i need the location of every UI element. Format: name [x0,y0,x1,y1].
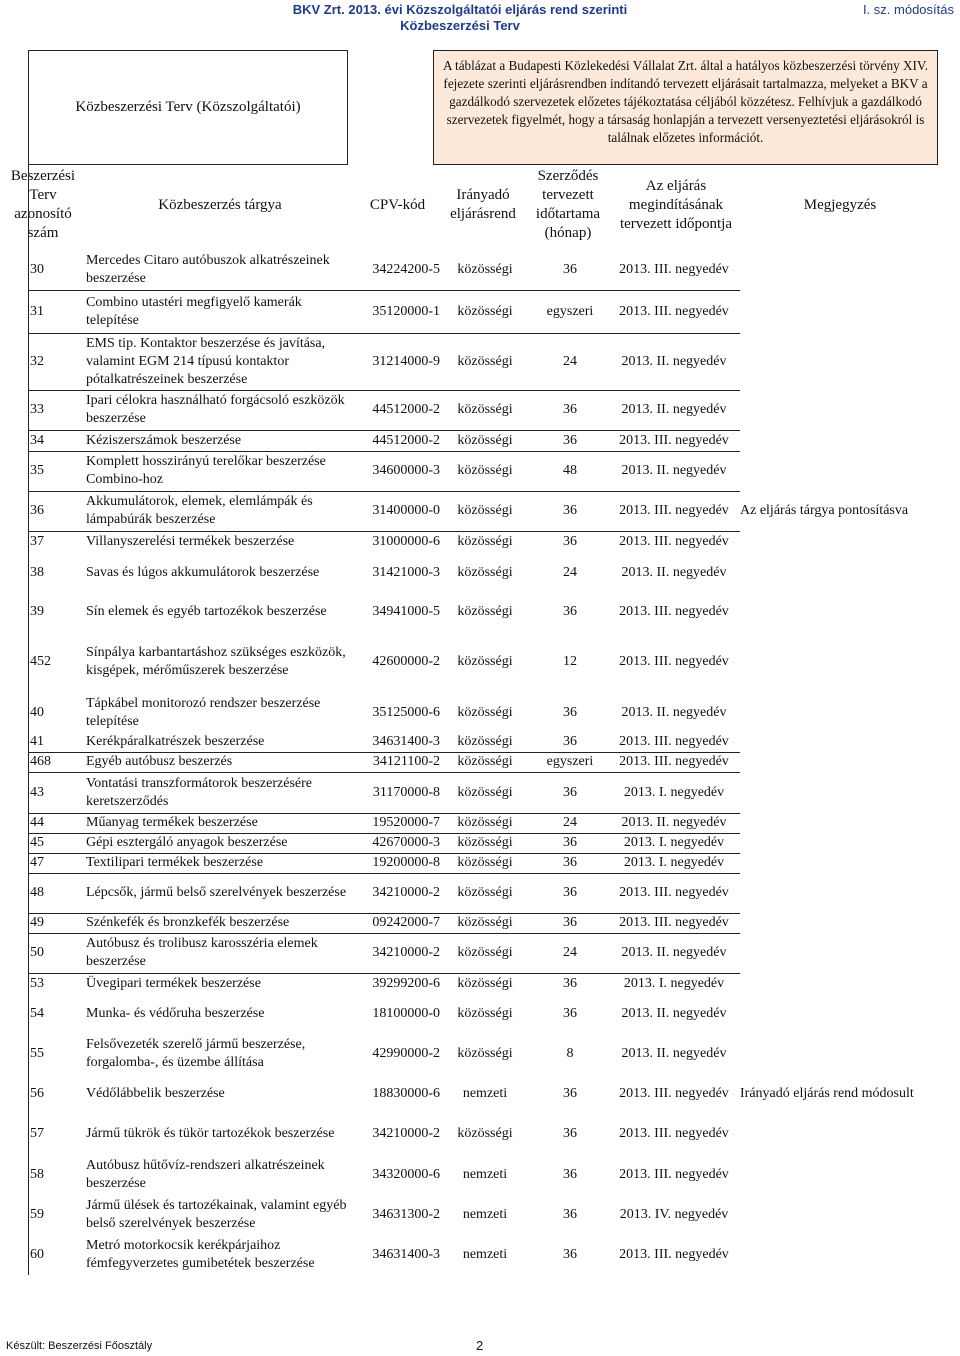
row-subject: Munka- és védőruha beszerzése [86,1005,265,1021]
row-procedure: közösségi [457,915,513,930]
row-subject: Műanyag termékek beszerzése [86,815,258,830]
table-row [0,1113,960,1155]
row-start-date: 2013. III. negyedév [619,503,729,518]
row-duration: 24 [563,353,577,369]
row-cpv-code: 18830000-6 [372,1086,440,1101]
table-row [0,333,960,390]
row-start-date: 2013. II. negyedév [621,402,727,417]
row-id: 452 [30,653,51,669]
table-row [0,290,960,333]
row-subject: Kéziszerszámok beszerzése [86,432,242,448]
row-cpv-code: 39299200-6 [372,976,440,991]
table-row [0,813,960,833]
row-cpv-code: 34210000-2 [372,885,440,900]
row-procedure: közösségi [457,976,513,991]
row-cpv-code: 34631400-3 [372,734,440,749]
row-id: 49 [30,915,44,930]
table-row [0,853,960,873]
row-subject: Egyéb autóbusz beszerzés [86,754,233,769]
row-id: 36 [30,503,44,518]
row-start-date: 2013. II. negyedév [621,704,727,720]
row-subject: Combino utastéri megfigyelő kamerák telepítése [86,294,302,328]
table-row [0,1155,960,1195]
plan-header-block [28,50,938,165]
row-id: 39 [30,603,44,619]
row-note [740,873,955,913]
row-procedure: közösségi [457,835,513,850]
row-duration: 36 [563,784,577,800]
table-row [0,250,960,290]
document-header [230,2,690,34]
row-note [740,552,955,593]
row-procedure: közösségi [457,754,513,769]
table-row [0,1075,960,1113]
row-note [740,933,955,973]
row-procedure: közösségi [457,815,513,830]
row-duration: 24 [563,564,577,580]
row-subject: Jármű tükrök és tükör tartozékok beszerzése [86,1126,335,1141]
row-duration: 36 [563,976,577,991]
row-id: 55 [30,1045,44,1061]
col-header-procedure: Irányadó eljárásrend [450,187,516,222]
row-cpv-code: 34210000-2 [372,1126,440,1141]
footer-prepared-by: Készült: Beszerzési Főosztály [6,1340,153,1352]
row-start-date: 2013. II. negyedév [621,1045,727,1061]
table-row [0,593,960,630]
row-procedure: közösségi [457,603,513,619]
row-note [740,1195,955,1235]
row-note [740,833,955,853]
row-procedure: közösségi [457,784,513,800]
row-subject: Felsővezeték szerelő jármű beszerzése, forgalomba-, és üzembe állítása [86,1036,306,1070]
row-subject: Gépi esztergáló anyagok beszerzése [86,835,288,850]
row-start-date: 2013. II. negyedév [621,463,727,478]
table-row [0,933,960,973]
table-row [0,693,960,732]
row-cpv-code: 34631300-2 [372,1207,440,1222]
row-procedure: közösségi [457,503,513,518]
row-start-date: 2013. III. negyedév [619,885,729,900]
row-duration: 36 [563,603,577,619]
row-cpv-code: 34941000-5 [372,603,440,619]
row-start-date: 2013. II. negyedév [621,1005,727,1021]
row-start-date: 2013. I. negyedév [623,784,725,800]
row-cpv-code: 44512000-2 [372,402,440,417]
row-start-date: 2013. III. negyedév [619,915,729,930]
row-note [740,430,955,451]
row-duration: 48 [563,463,577,478]
row-subject: Textilipari termékek beszerzése [86,855,264,870]
row-cpv-code: 31214000-9 [372,353,440,369]
row-id: 468 [30,754,51,769]
row-duration: 8 [566,1045,574,1061]
row-note [740,1155,955,1195]
row-duration: 24 [563,815,577,830]
row-id: 60 [30,1247,44,1262]
row-id: 43 [30,784,44,800]
row-id: 47 [30,855,44,870]
row-subject: Villanyszerelési termékek beszerzése [86,533,295,549]
row-cpv-code: 31400000-0 [372,503,440,518]
row-id: 30 [30,262,44,277]
row-procedure: nemzeti [462,1167,508,1182]
row-start-date: 2013. III. negyedév [619,1167,729,1182]
col-header-start: Az eljárás megindításának tervezett időpontja [619,177,733,232]
row-start-date: 2013. III. negyedév [619,533,729,549]
row-start-date: 2013. III. negyedév [619,603,729,619]
row-duration: 36 [563,402,577,417]
table-row [0,491,960,531]
row-start-date: 2013. I. negyedév [623,976,725,991]
plan-title: Közbeszerzési Terv (Közszolgáltatói) [28,50,348,165]
row-duration: 36 [563,734,577,749]
row-start-date: 2013. III. negyedév [619,754,729,769]
row-subject: Ipari célokra használható forgácsoló eszközök beszerzése [86,393,345,426]
row-duration: 12 [563,653,577,669]
row-cpv-code: 35125000-6 [372,704,440,720]
row-subject: Metró motorkocsik kerékpárjaihoz fémfegyverzetes gumibetétek beszerzése [86,1238,315,1271]
row-cpv-code: 34600000-3 [372,463,440,478]
table-row [0,1195,960,1235]
row-id: 50 [30,945,44,960]
row-cpv-code: 44512000-2 [372,432,440,448]
row-start-date: 2013. II. negyedév [621,353,727,369]
row-id: 56 [30,1086,44,1101]
table-row [0,1032,960,1075]
row-start-date: 2013. II. negyedév [621,564,727,580]
row-procedure: közösségi [457,855,513,870]
row-subject: Sínpálya karbantartáshoz szükséges eszközök, kisgépek, mérőműszerek beszerzése [86,644,346,678]
row-id: 35 [30,463,44,478]
row-subject: Mercedes Citaro autóbuszok alkatrészeinek beszerzése [86,253,330,286]
table-row [0,913,960,933]
row-cpv-code: 31170000-8 [372,784,440,800]
row-note [740,451,955,491]
row-subject: Védőlábbelik beszerzése [86,1086,225,1101]
row-cpv-code: 42990000-2 [372,1045,440,1061]
row-start-date: 2013. II. negyedév [621,945,727,960]
row-cpv-code: 19520000-7 [372,815,440,830]
row-duration: 36 [563,1207,577,1222]
row-subject: Szénkefék és bronzkefék beszerzése [86,915,290,930]
row-cpv-code: 34320000-6 [372,1167,440,1182]
row-cpv-code: 18100000-0 [372,1005,440,1021]
row-note [740,995,955,1032]
row-id: 59 [30,1207,44,1222]
header-line-2: Közbeszerzési Terv [400,18,520,33]
header-line-1: BKV Zrt. 2013. évi Közszolgáltatói eljárás rend szerinti [292,2,628,17]
row-cpv-code: 34224200-5 [372,262,440,277]
row-procedure: közösségi [457,432,513,448]
table-row [0,772,960,813]
table-row [0,873,960,913]
row-duration: 36 [563,704,577,720]
row-subject: Jármű ülések és tartozékainak, valamint egyéb belső szerelvények beszerzése [86,1198,347,1231]
row-subject: Autóbusz hűtővíz-rendszeri alkatrészeinek beszerzése [86,1158,325,1191]
page-number: 2 [476,1338,484,1353]
row-note [740,752,955,772]
table-row [0,390,960,430]
row-id: 33 [30,402,44,417]
row-duration: 24 [563,945,577,960]
row-cpv-code: 35120000-1 [372,303,440,319]
table-row [0,833,960,853]
row-start-date: 2013. III. negyedév [619,653,729,669]
row-note [740,693,955,732]
row-id: 34 [30,432,44,448]
row-note [740,853,955,873]
table-row [0,1235,960,1275]
row-duration: 36 [563,915,577,930]
row-subject: Akkumulátorok, elemek, elemlámpák és lámpabúrák beszerzése [86,494,313,527]
row-id: 54 [30,1005,44,1021]
row-start-date: 2013. I. negyedév [623,835,725,850]
row-duration: 36 [563,503,577,518]
row-procedure: közösségi [457,653,513,669]
table-row [0,531,960,552]
table-row [0,430,960,451]
row-id: 41 [30,734,44,749]
row-id: 40 [30,704,44,720]
row-note [740,1113,955,1155]
row-note [740,593,955,630]
col-header-duration: Szerződés tervezett időtartama (hónap) [535,168,601,241]
row-procedure: nemzeti [462,1247,508,1262]
row-duration: egyszeri [546,754,594,769]
row-subject: EMS tip. Kontaktor beszerzése és javítása, valamint EGM 214 típusú kontaktor pótalkatrészeinek beszerzése [86,335,326,387]
row-procedure: közösségi [457,303,513,319]
row-note [740,333,955,390]
row-subject: Komplett hosszirányú terelőkar beszerzése Combino-hoz [86,454,326,487]
col-header-cpv: CPV-kód [369,196,426,213]
row-procedure: közösségi [457,1126,513,1141]
row-procedure: közösségi [457,734,513,749]
col-header-id: Beszerzési Terv azonosító szám [10,168,76,241]
row-procedure: közösségi [457,945,513,960]
row-procedure: közösségi [457,262,513,277]
row-cpv-code: 31421000-3 [372,564,440,580]
row-subject: Üvegipari termékek beszerzése [86,976,261,991]
col-header-subject: Közbeszerzés tárgya [158,196,282,213]
row-start-date: 2013. III. negyedév [619,303,729,319]
row-procedure: nemzeti [462,1207,508,1222]
row-start-date: 2013. III. negyedév [619,262,729,277]
row-procedure: közösségi [457,1005,513,1021]
row-subject: Savas és lúgos akkumulátorok beszerzése [86,564,320,580]
row-id: 48 [30,885,44,900]
row-duration: 36 [563,432,577,448]
table-row [0,552,960,593]
row-start-date: 2013. I. negyedév [623,855,725,870]
row-note [740,250,955,290]
row-subject: Lépcsők, jármű belső szerelvények beszerzése [86,885,347,900]
row-note [740,813,955,833]
row-id: 58 [30,1167,44,1182]
row-note [740,290,955,333]
row-cpv-code: 34631400-3 [372,1247,440,1262]
row-note [740,390,955,430]
row-procedure: közösségi [457,463,513,478]
row-duration: 36 [563,835,577,850]
row-subject: Autóbusz és trolibusz karosszéria elemek beszerzése [86,936,318,969]
row-duration: 36 [563,1247,577,1262]
table-row [0,995,960,1032]
table-row [0,630,960,693]
row-duration: 36 [563,1126,577,1141]
row-id: 57 [30,1126,44,1141]
row-start-date: 2013. III. negyedév [619,734,729,749]
row-cpv-code: 34121100-2 [372,754,440,769]
col-header-note: Megjegyzés [803,196,877,213]
row-start-date: 2013. III. negyedév [619,432,729,448]
row-subject: Kerékpáralkatrészek beszerzése [86,734,265,749]
row-duration: 36 [563,1005,577,1021]
row-id: 32 [30,353,44,369]
row-duration: 36 [563,885,577,900]
row-note [740,973,955,995]
row-note [740,1235,955,1275]
row-cpv-code: 42670000-3 [372,835,440,850]
row-procedure: közösségi [457,564,513,580]
row-id: 53 [30,976,44,991]
row-note [740,1032,955,1075]
row-start-date: 2013. III. negyedév [619,1086,729,1101]
row-note: Irányadó eljárás rend módosult [740,1086,914,1101]
row-note [740,913,955,933]
row-procedure: közösségi [457,533,513,549]
row-procedure: közösségi [457,1045,513,1061]
row-id: 37 [30,533,44,549]
row-start-date: 2013. III. negyedév [619,1126,729,1141]
row-procedure: közösségi [457,885,513,900]
row-subject: Tápkábel monitorozó rendszer beszerzése telepítése [86,695,321,729]
row-procedure: közösségi [457,704,513,720]
row-note [740,630,955,693]
info-box: A táblázat a Budapesti Közlekedési Vállalat Zrt. által a hatályos közbeszerzési törvény XIV. fejezete szerinti eljárásrendben indítandó tervezett eljárásait tartalmazza, melyeket a BKV a gazdálkodó szervezetek előzetes tájékoztatása céljából közzétesz. Felhívjuk a gazdálkodó szervezetek figyelmét, hogy a társaság honlapján a tervezett versenyeztetési eljárásokról is találnak előzetes információt. [433,50,938,165]
table-row [0,451,960,491]
row-note: Az eljárás tárgya pontosításva [740,503,909,518]
row-cpv-code: 09242000-7 [372,915,440,930]
row-procedure: közösségi [457,402,513,417]
row-duration: 36 [563,262,577,277]
row-note [740,732,955,752]
table-row [0,973,960,995]
row-duration: 36 [563,1167,577,1182]
row-cpv-code: 42600000-2 [372,653,440,669]
row-start-date: 2013. III. negyedév [619,1247,729,1262]
row-id: 45 [30,835,44,850]
row-cpv-code: 31000000-6 [372,533,440,549]
row-id: 44 [30,815,44,830]
table-row [0,732,960,752]
row-procedure: nemzeti [462,1086,508,1101]
row-procedure: közösségi [457,353,513,369]
row-duration: 36 [563,1086,577,1101]
row-id: 31 [30,303,44,319]
row-note [740,772,955,813]
row-start-date: 2013. IV. negyedév [619,1207,729,1222]
row-subject: Sín elemek és egyéb tartozékok beszerzése [86,603,327,619]
row-cpv-code: 19200000-8 [372,855,440,870]
table-row [0,752,960,772]
row-subject: Vontatási transzformátorok beszerzésére keretszerződés [86,775,312,809]
row-note [740,531,955,552]
row-duration: 36 [563,855,577,870]
row-id: 38 [30,564,44,580]
row-cpv-code: 34210000-2 [372,945,440,960]
row-duration: egyszeri [546,303,594,319]
amendment-label: I. sz. módosítás [862,2,954,17]
row-duration: 36 [563,533,577,549]
row-start-date: 2013. II. negyedév [621,815,727,830]
